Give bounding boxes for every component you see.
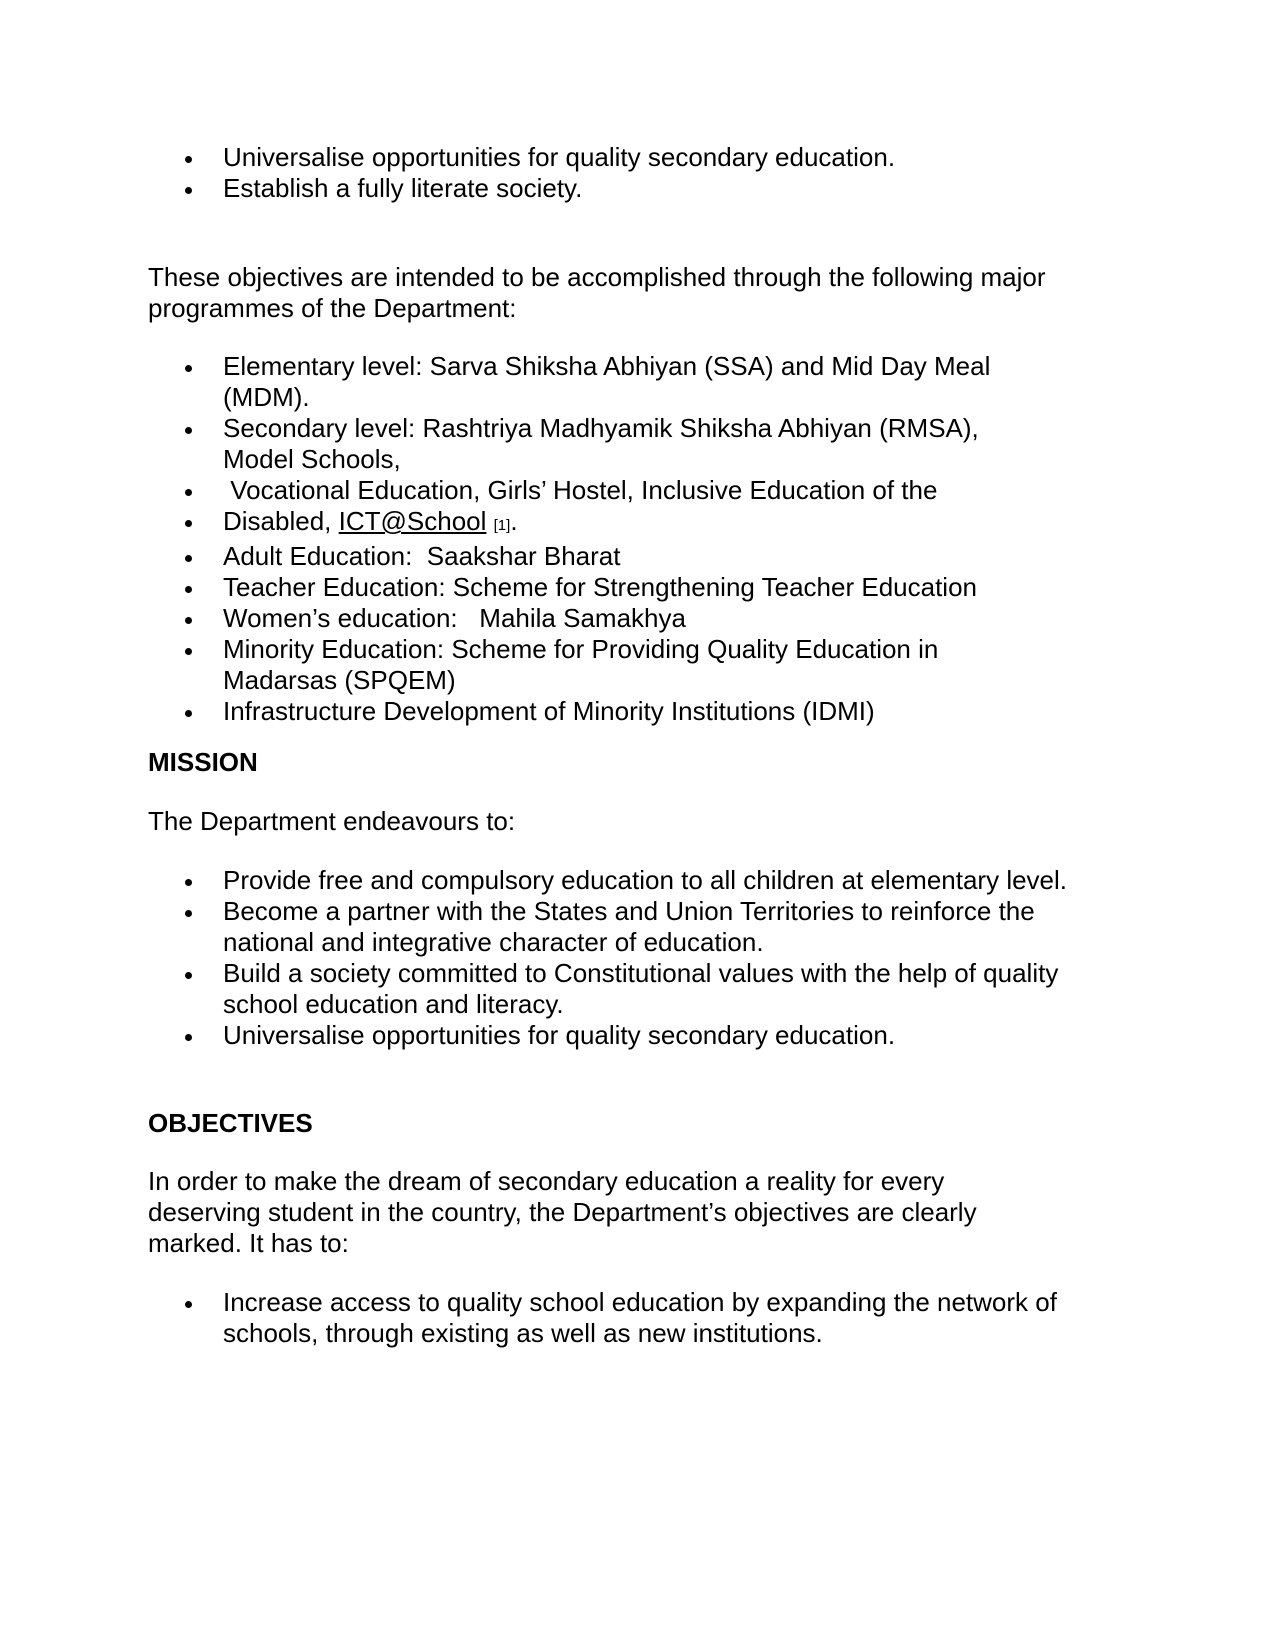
bullet-icon	[185, 156, 192, 163]
mission-list	[148, 865, 1078, 1051]
list-item: Increase access to quality school education by expanding the network of schools, through existing as well as new institutions.	[148, 1287, 1078, 1349]
mission-intro: The Department endeavours to:	[148, 806, 516, 836]
bullet-icon	[185, 617, 192, 624]
list-item: Universalise opportunities for quality secondary education.	[148, 142, 1128, 173]
list-item: Teacher Education: Scheme for Strengthening Teacher Education	[148, 572, 1048, 603]
ict-school-link[interactable]: ICT@School	[338, 506, 487, 536]
bullet-icon	[185, 555, 192, 562]
list-item: Disabled, ICT@School [1].	[148, 506, 1048, 541]
bullet-icon	[185, 1301, 192, 1308]
list-item: Provide free and compulsory education to all children at elementary level.	[148, 865, 1078, 896]
list-item: Minority Education: Scheme for Providing Quality Education in Madarsas (SPQEM)	[148, 634, 1048, 696]
list-item: Become a partner with the States and Union Territories to reinforce the national and integrative character of education.	[148, 896, 1078, 958]
list-item: Women’s education: Mahila Samakhya	[148, 603, 1048, 634]
objectives-heading: OBJECTIVES	[148, 1108, 313, 1138]
top-bullet-list	[148, 142, 1128, 204]
bullet-icon	[185, 710, 192, 717]
list-item: Build a society committed to Constitutional values with the help of quality school education and literacy.	[148, 958, 1078, 1020]
programmes-list	[148, 351, 1048, 727]
bullet-icon	[185, 972, 192, 979]
bullet-icon	[185, 648, 192, 655]
objectives-intro: In order to make the dream of secondary education a reality for every deserving student in the country, the Department’s objectives are clearly marked. It has to:	[148, 1166, 977, 1258]
list-item: Secondary level: Rashtriya Madhyamik Shiksha Abhiyan (RMSA), Model Schools,	[148, 413, 1048, 475]
bullet-icon	[185, 489, 192, 496]
bullet-icon	[185, 879, 192, 886]
bullet-icon	[185, 910, 192, 917]
bullet-icon	[185, 586, 192, 593]
bullet-icon	[185, 1034, 192, 1041]
list-item: Universalise opportunities for quality secondary education.	[148, 1020, 1078, 1051]
programmes-intro: These objectives are intended to be accomplished through the following major programmes of the Department:	[148, 262, 1046, 323]
list-item: Adult Education: Saakshar Bharat	[148, 541, 1048, 572]
list-item: Vocational Education, Girls’ Hostel, Inclusive Education of the	[148, 475, 1048, 506]
bullet-icon	[185, 427, 192, 434]
mission-heading: MISSION	[148, 747, 258, 777]
list-item: Establish a fully literate society.	[148, 173, 1128, 204]
bullet-icon	[185, 520, 192, 527]
footnote-marker[interactable]: [1]	[493, 517, 511, 534]
bullet-icon	[185, 187, 192, 194]
list-item: Elementary level: Sarva Shiksha Abhiyan (SSA) and Mid Day Meal (MDM).	[148, 351, 1048, 413]
bullet-icon	[185, 365, 192, 372]
list-item: Infrastructure Development of Minority Institutions (IDMI)	[148, 696, 1048, 727]
objectives-list	[148, 1287, 1078, 1349]
